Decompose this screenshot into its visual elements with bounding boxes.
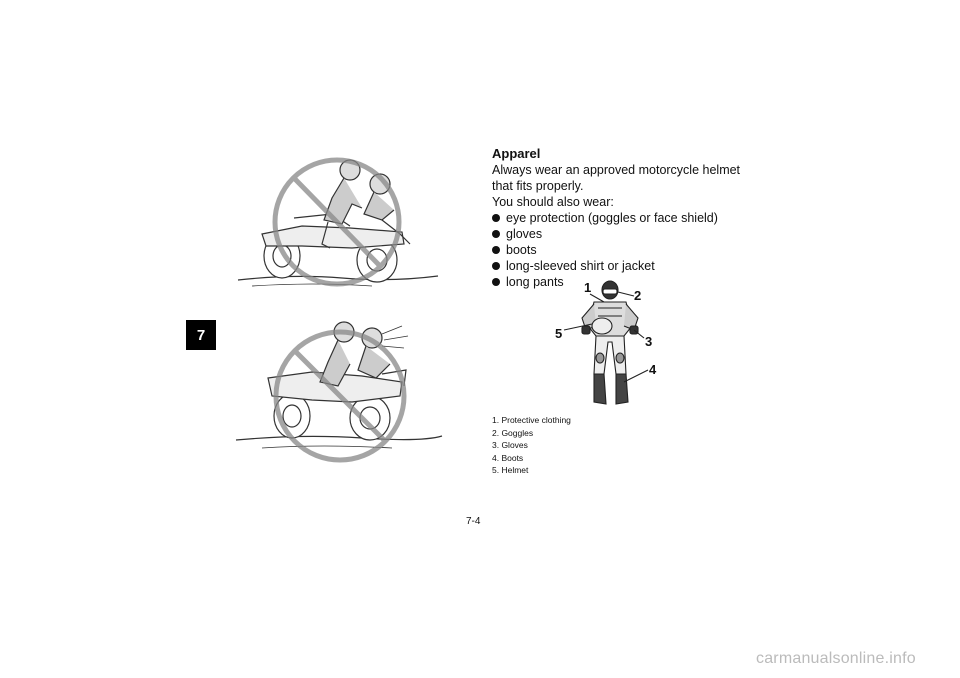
chapter-tab: 7 [186, 320, 216, 350]
figure-captions [492, 414, 571, 477]
callout-5: 5 [555, 326, 563, 341]
bullet-icon [492, 278, 500, 286]
callout-2: 2 [634, 288, 642, 303]
section-body [492, 162, 752, 290]
bullet-icon [492, 246, 500, 254]
list-item: long pants [492, 274, 752, 290]
page-number: 7-4 [466, 516, 481, 527]
callout-1: 1 [584, 280, 592, 295]
bullet-icon [492, 214, 500, 222]
callout-4: 4 [649, 362, 657, 377]
caption-item: 2. Goggles [492, 427, 534, 438]
list-item: boots [492, 242, 752, 258]
protective-gear-figure [550, 278, 670, 413]
section-heading: Apparel [492, 146, 541, 161]
atv-carrying-passenger-prohibited-illustration [232, 312, 444, 472]
bullet-icon [492, 230, 500, 238]
list-item: long-sleeved shirt or jacket [492, 258, 752, 274]
paragraph-helmet: Always wear an approved motorcycle helmet that fits properly. [492, 163, 741, 193]
watermark: carmanualsonline.info [756, 650, 916, 667]
atv-passenger-prohibited-illustration [232, 148, 444, 298]
caption-item: 1. Protective clothing [492, 415, 571, 425]
caption-item: 4. Boots [492, 452, 524, 463]
prohibited-icon [275, 160, 399, 284]
list-item: eye protection (goggles or face shield) [492, 210, 752, 226]
paragraph-also-wear: You should also wear: [492, 195, 614, 209]
callout-3: 3 [645, 334, 653, 349]
caption-item: 5. Helmet [492, 465, 529, 475]
caption-item: 3. Gloves [492, 440, 528, 450]
list-item: gloves [492, 226, 752, 242]
bullet-icon [492, 262, 500, 270]
